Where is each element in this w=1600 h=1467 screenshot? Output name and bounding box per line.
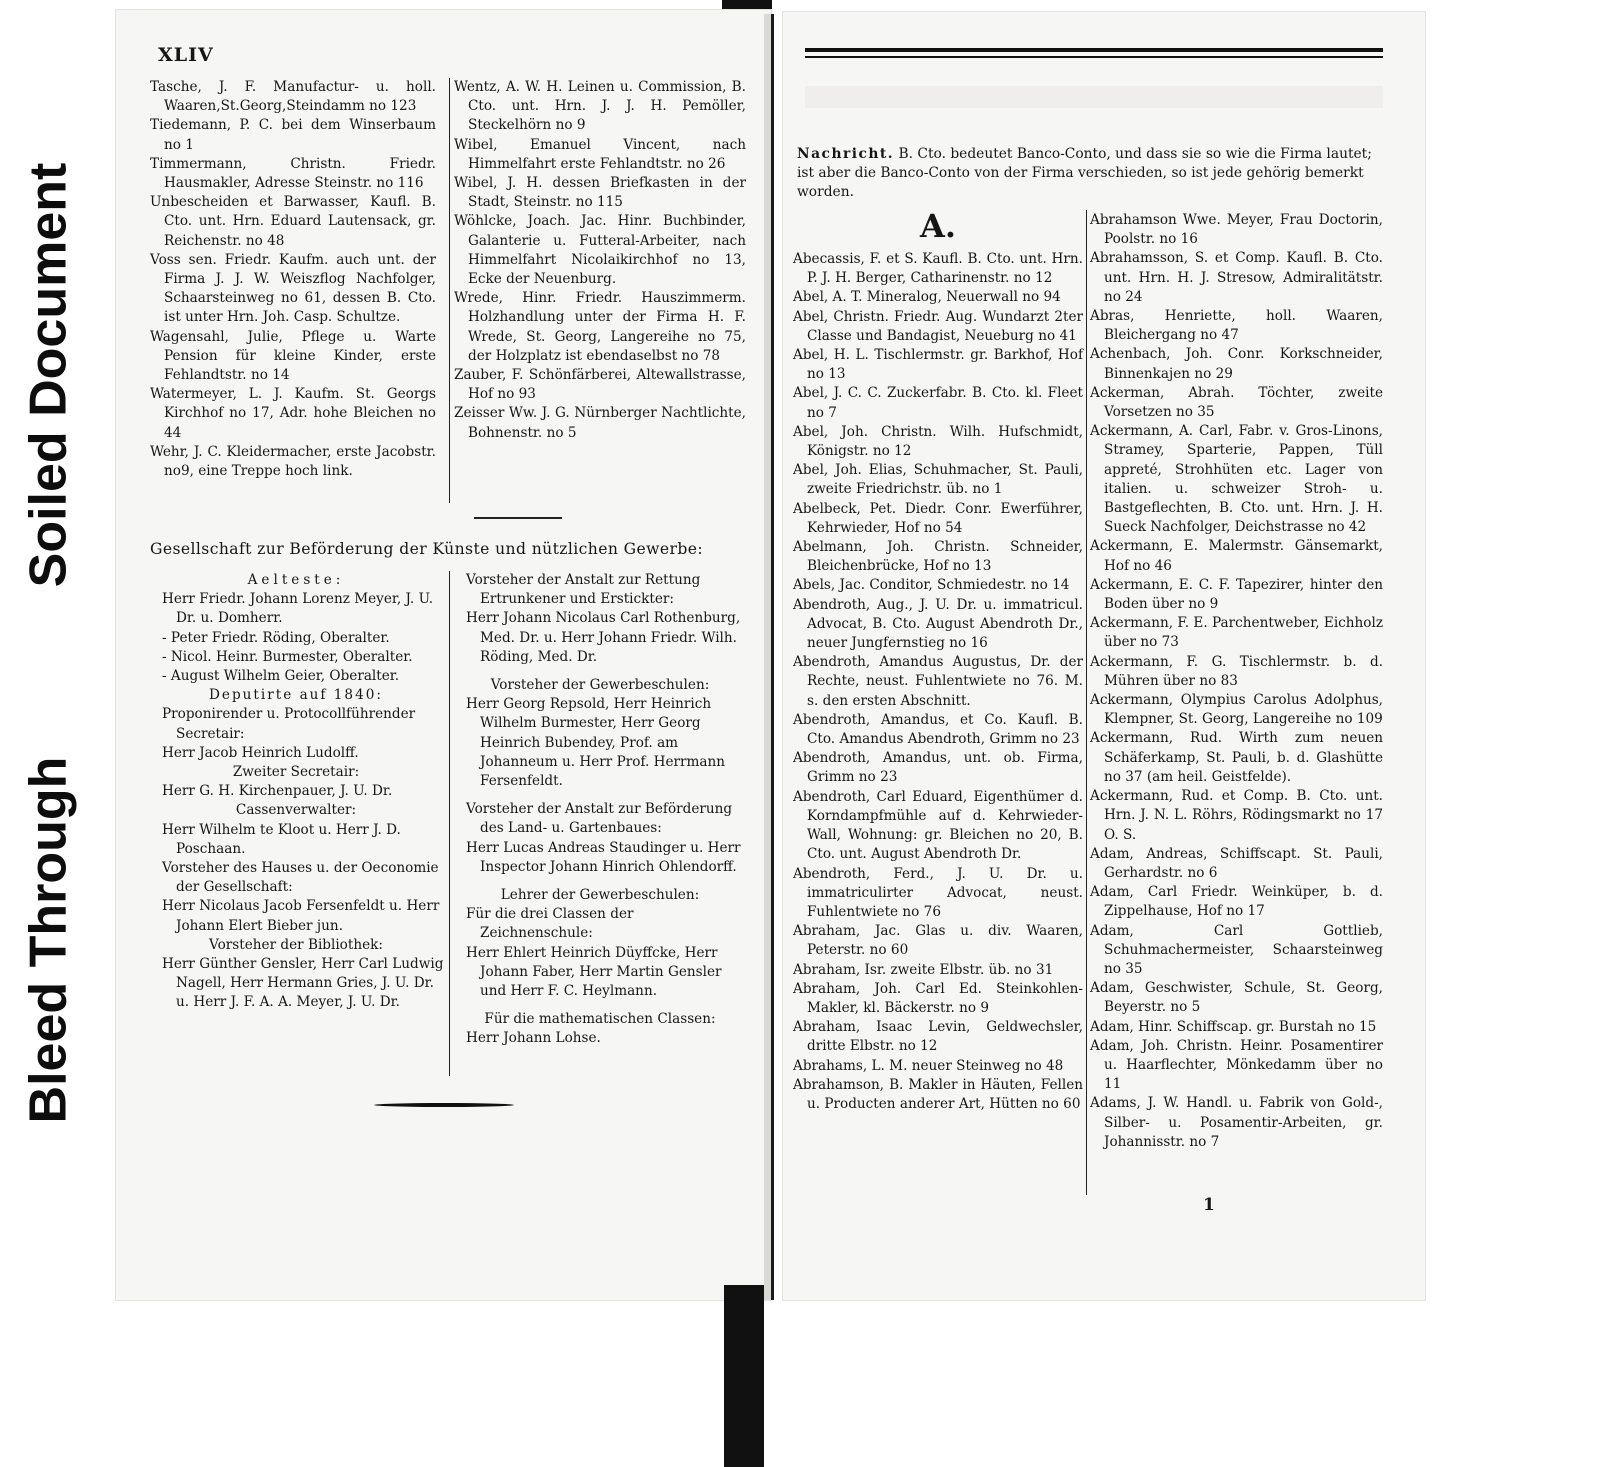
society-line: Für die drei Classen der Zeichnenschule: — [466, 906, 634, 942]
directory-entry: Abel, J. C. C. Zuckerfabr. B. Cto. kl. Fleet no 7 — [793, 385, 1083, 421]
directory-entry: Ackermann, F. E. Parchentweber, Eichholz über no 73 — [1090, 615, 1383, 651]
right-directory-column-2 — [1090, 211, 1383, 1152]
society-line: Herr Günther Gensler, Herr Carl Ludwig Nagell, Herr Hermann Gries, J. U. Dr. u. Herr J. F. A. A. Meyer, J. U. Dr. — [162, 956, 444, 1011]
directory-entry: Tasche, J. F. Manufactur- u. holl. Waaren,St.Georg,Steindamm no 123 — [150, 79, 436, 115]
ornament-rule — [374, 1103, 514, 1107]
society-line: - August Wilhelm Geier, Oberalter. — [162, 668, 400, 685]
directory-entry: Abels, Jac. Conditor, Schmiedestr. no 14 — [793, 577, 1070, 594]
notice-lead: Nachricht. — [797, 146, 895, 162]
directory-entry: Unbescheiden et Barwasser, Kaufl. B. Cto. unt. Hrn. Eduard Lautensack, gr. Reichenstr. no 48 — [150, 194, 436, 249]
directory-entry: Ackermann, A. Carl, Fabr. v. Gros-Linons, Stramey, Sparterie, Pappen, Tüll appreté, Strohhüten etc. Lager von italien. u. schweizer Stroh- u. Bastgeflechten, B. Cto. unt. Hrn. J. H. Sueck Nachfolger, Deichstrasse no 42 — [1090, 423, 1383, 536]
directory-entry: Wöhlcke, Joach. Jac. Hinr. Buchbinder, Galanterie u. Futteral-Arbeiter, nach Himmelfahrt Nicolaikirchhof no 13, Ecke der Neuenburg. — [454, 213, 746, 288]
directory-entry: Zauber, F. Schönfärberei, Altewallstrasse, Hof no 93 — [454, 367, 746, 403]
directory-entry: Abendroth, Ferd., J. U. Dr. u. immatriculirter Advocat, neust. Fuhlentwiete no 76 — [793, 865, 1083, 920]
right-page-number: 1 — [1203, 1195, 1215, 1215]
notice-text: B. Cto. bedeutet Banco-Conto, und dass sie so wie die Firma lautet; ist aber die Banco-Conto von der Firma verschieden, so ist jede gehörig bemerkt worden. — [797, 146, 1372, 200]
directory-entry: Achenbach, Joh. Conr. Korkschneider, Binnenkajen no 29 — [1090, 346, 1383, 382]
society-line: Cassenverwalter: — [235, 802, 357, 819]
notice-paragraph — [797, 145, 1383, 202]
directory-entry: Ackermann, E. Malermstr. Gänsemarkt, Hof no 46 — [1090, 538, 1383, 574]
header-double-rule-thin — [805, 56, 1383, 58]
directory-entry: Wentz, A. W. H. Leinen u. Commission, B. Cto. unt. Hrn. J. J. H. Pemöller, Steckelhörn no 9 — [454, 79, 746, 134]
directory-entry: Voss sen. Friedr. Kaufm. auch unt. der Firma J. J. W. Weiszflog Nachfolger, Schaarsteinweg no 61, dessen B. Cto. ist unter Hrn. Joh. Casp. Schultze. — [150, 251, 436, 326]
directory-entry: Abel, Joh. Christn. Wilh. Hufschmidt, Königstr. no 12 — [793, 423, 1083, 460]
society-line: Herr Jacob Heinrich Ludolff. — [162, 744, 359, 761]
right-directory-column-1 — [793, 250, 1083, 1114]
society-line: Zweiter Secretair: — [232, 764, 360, 781]
society-line: Herr Georg Repsold, Herr Heinrich Wilhelm Burmester, Herr Georg Heinrich Bubendey, Prof. am Johanneum u. Herr Prof. Herrmann Fersenfeldt. — [466, 696, 726, 790]
section-rule — [474, 517, 562, 519]
directory-entry: Abraham, Isr. zweite Elbstr. üb. no 31 — [793, 961, 1054, 978]
society-line: Vorsteher der Bibliothek: — [209, 936, 383, 953]
directory-entry: Abrahamson Wwe. Meyer, Frau Doctorin, Poolstr. no 16 — [1090, 212, 1383, 248]
right-column-divider — [1086, 210, 1087, 1195]
scan-stamp-strip — [10, 130, 86, 1190]
binding-clip-bottom — [724, 1285, 764, 1467]
society-line: Herr Johann Lohse. — [466, 1030, 601, 1047]
directory-entry: Abelbeck, Pet. Diedr. Conr. Ewerführer, Kehrwieder, Hof no 54 — [793, 500, 1083, 536]
directory-entry: Adam, Carl Gottlieb, Schuhmachermeister, Schaarsteinweg no 35 — [1090, 922, 1383, 977]
directory-entry: Abecassis, F. et S. Kaufl. B. Cto. unt. Hrn. P. J. H. Berger, Catharinenstr. no 12 — [793, 251, 1083, 287]
directory-entry: Abendroth, Aug., J. U. Dr. u. immatricul. Advocat, B. Cto. August Abendroth Dr., neuer Jungfernstieg no 16 — [793, 596, 1083, 652]
directory-entry: Abel, H. L. Tischlermstr. gr. Barkhof, Hof no 13 — [793, 347, 1083, 383]
directory-entry: Watermeyer, L. J. Kaufm. St. Georgs Kirchhof no 17, Adr. hohe Bleichen no 44 — [150, 386, 436, 441]
directory-entry: Wehr, J. C. Kleidermacher, erste Jacobstr. no9, eine Treppe hoch link. — [150, 443, 436, 480]
directory-entry: Adam, Joh. Christn. Heinr. Posamentirer u. Haarflechter, Mönkedamm über no 11 — [1090, 1037, 1383, 1093]
society-line: Herr Ehlert Heinrich Düyffcke, Herr Johann Faber, Herr Martin Gensler und Herr F. C. Heylmann. — [466, 944, 722, 1000]
society-line: - Peter Friedr. Röding, Oberalter. — [162, 629, 390, 646]
society-line: Aelteste: — [247, 572, 345, 588]
left-column-divider — [449, 78, 450, 503]
directory-entry: Abelmann, Joh. Christn. Schneider, Bleichenbrücke, Hof no 13 — [793, 539, 1083, 575]
directory-entry: Abendroth, Amandus Augustus, Dr. der Rechte, neust. Fuhlentwiete no 76. M. s. den ersten Abschnitt. — [793, 654, 1083, 709]
directory-entry: Ackermann, E. C. F. Tapezirer, hinter den Boden über no 9 — [1090, 576, 1383, 613]
society-column-2 — [452, 571, 748, 1049]
directory-entry: Abraham, Jac. Glas u. div. Waaren, Peterstr. no 60 — [793, 923, 1083, 959]
directory-entry: Abraham, Joh. Carl Ed. Steinkohlen-Makler, kl. Bäckerstr. no 9 — [793, 980, 1083, 1016]
left-directory-column-2 — [454, 78, 746, 443]
society-title: Gesellschaft zur Beförderung der Künste und nützlichen Gewerbe: — [150, 540, 704, 558]
header-double-rule — [805, 48, 1383, 52]
directory-entry: Adam, Carl Friedr. Weinküper, b. d. Zippelhause, Hof no 17 — [1090, 884, 1383, 920]
directory-entry: Wibel, J. H. dessen Briefkasten in der Stadt, Steinstr. no 115 — [454, 175, 746, 211]
directory-entry: Adam, Hinr. Schiffscap. gr. Burstah no 15 — [1090, 1018, 1377, 1035]
society-line: Herr Johann Nicolaus Carl Rothenburg, Med. Dr. u. Herr Johann Friedr. Wilh. Röding, Med. Dr. — [466, 610, 741, 665]
society-line: Herr Nicolaus Jacob Fersenfeldt u. Herr Johann Elert Bieber jun. — [162, 898, 440, 934]
society-column-1 — [148, 571, 444, 1013]
directory-entry: Ackerman, Abrah. Töchter, zweite Vorsetzen no 35 — [1090, 384, 1383, 421]
directory-entry: Abrahams, L. M. neuer Steinweg no 48 — [793, 1057, 1064, 1074]
directory-entry: Tiedemann, P. C. bei dem Winserbaum no 1 — [150, 117, 436, 153]
directory-entry: Abrahamsson, S. et Comp. Kaufl. B. Cto. unt. Hrn. H. J. Stresow, Admiralitätstr. no 24 — [1090, 250, 1383, 305]
bleed-through-stamp: Bleed Through — [19, 756, 77, 1124]
society-column-divider — [449, 571, 450, 1076]
society-line: Herr Friedr. Johann Lorenz Meyer, J. U. Dr. u. Domherr. — [162, 591, 434, 627]
society-line: Herr Lucas Andreas Staudinger u. Herr Inspector Johann Hinrich Ohlendorff. — [466, 839, 741, 875]
society-line: Proponirender u. Protocollführender Secretair: — [162, 706, 416, 742]
society-line: Vorsteher der Anstalt zur Beförderung des Land- u. Gartenbaues: — [466, 801, 733, 837]
directory-entry: Ackermann, Olympius Carolus Adolphus, Klempner, St. Georg, Langereihe no 109 — [1090, 692, 1383, 728]
gutter-line — [771, 14, 774, 1300]
directory-entry: Wrede, Hinr. Friedr. Hauszimmerm. Holzhandlung unter der Firma H. F. Wrede, St. Georg, Langereihe no 75, der Holzplatz ist ebendaselbst no 78 — [454, 290, 746, 364]
directory-entry: Ackermann, Rud. Wirth zum neuen Schäferkamp, St. Pauli, b. d. Glashütte no 37 (am heil. Geistfelde). — [1090, 730, 1383, 785]
society-line: Für die mathematischen Classen: — [484, 1011, 716, 1028]
directory-entry: Abras, Henriette, holl. Waaren, Bleichergang no 47 — [1090, 308, 1383, 344]
directory-entry: Abendroth, Amandus, et Co. Kaufl. B. Cto. Amandus Abendroth, Grimm no 23 — [793, 711, 1083, 748]
society-line: - Nicol. Heinr. Burmester, Oberalter. — [162, 648, 413, 665]
directory-entry: Ackermann, F. G. Tischlermstr. b. d. Mühren über no 83 — [1090, 653, 1383, 689]
directory-entry: Abendroth, Amandus, unt. ob. Firma, Grimm no 23 — [793, 750, 1083, 786]
society-line: Vorsteher des Hauses u. der Oeconomie der Gesellschaft: — [162, 860, 439, 896]
faded-header-line — [805, 86, 1383, 108]
left-page-number: XLIV — [158, 44, 214, 66]
section-letter: A. — [920, 207, 956, 245]
society-line: Herr G. H. Kirchenpauer, J. U. Dr. — [162, 783, 393, 800]
directory-entry: Abel, A. T. Mineralog, Neuerwall no 94 — [793, 289, 1061, 306]
directory-entry: Adam, Andreas, Schiffscapt. St. Pauli, Gerhardstr. no 6 — [1090, 845, 1383, 881]
directory-entry: Wibel, Emanuel Vincent, nach Himmelfahrt erste Fehlandtstr. no 26 — [454, 136, 746, 172]
society-line: Herr Wilhelm te Kloot u. Herr J. D. Poschaan. — [162, 821, 401, 857]
directory-entry: Abendroth, Carl Eduard, Eigenthümer d. Korndampfmühle auf d. Kehrwieder-Wall, Wohnung: gr. Bleichen no 20, B. Cto. unt. August Abendroth Dr. — [793, 788, 1083, 863]
directory-entry: Timmermann, Christn. Friedr. Hausmakler, Adresse Steinstr. no 116 — [150, 155, 436, 192]
directory-entry: Adam, Geschwister, Schule, St. Georg, Beyerstr. no 5 — [1090, 980, 1383, 1016]
society-line: Deputirte auf 1840: — [209, 687, 383, 704]
directory-entry: Ackermann, Rud. et Comp. B. Cto. unt. Hrn. J. N. L. Röhrs, Rödingsmarkt no 17 O. S. — [1090, 788, 1383, 843]
directory-entry: Abel, Christn. Friedr. Aug. Wundarzt 2ter Classe und Bandagist, Neueburg no 41 — [793, 308, 1083, 344]
directory-entry: Abrahamson, B. Makler in Häuten, Fellen u. Producten anderer Art, Hütten no 60 — [793, 1076, 1083, 1112]
left-directory-column-1 — [150, 78, 436, 481]
directory-entry: Abraham, Isaac Levin, Geldwechsler, dritte Elbstr. no 12 — [793, 1019, 1083, 1055]
directory-entry: Wagensahl, Julie, Pflege u. Warte Pension für kleine Kinder, erste Fehlandtstr. no 14 — [150, 328, 436, 384]
directory-entry: Abel, Joh. Elias, Schuhmacher, St. Pauli, zweite Friedrichstr. üb. no 1 — [793, 462, 1083, 498]
society-line: Vorsteher der Gewerbeschulen: — [490, 677, 710, 694]
directory-entry: Zeisser Ww. J. G. Nürnberger Nachtlichte, Bohnenstr. no 5 — [454, 405, 746, 441]
society-line: Vorsteher der Anstalt zur Rettung Ertrunkener und Erstickter: — [466, 572, 701, 608]
directory-entry: Adams, J. W. Handl. u. Fabrik von Gold-, Silber- u. Posamentir-Arbeiten, gr. Johannisstr. no 7 — [1090, 1095, 1383, 1150]
gutter-shadow — [764, 14, 771, 1300]
soiled-document-stamp: Soiled Document — [19, 162, 77, 588]
society-line: Lehrer der Gewerbeschulen: — [500, 887, 700, 904]
